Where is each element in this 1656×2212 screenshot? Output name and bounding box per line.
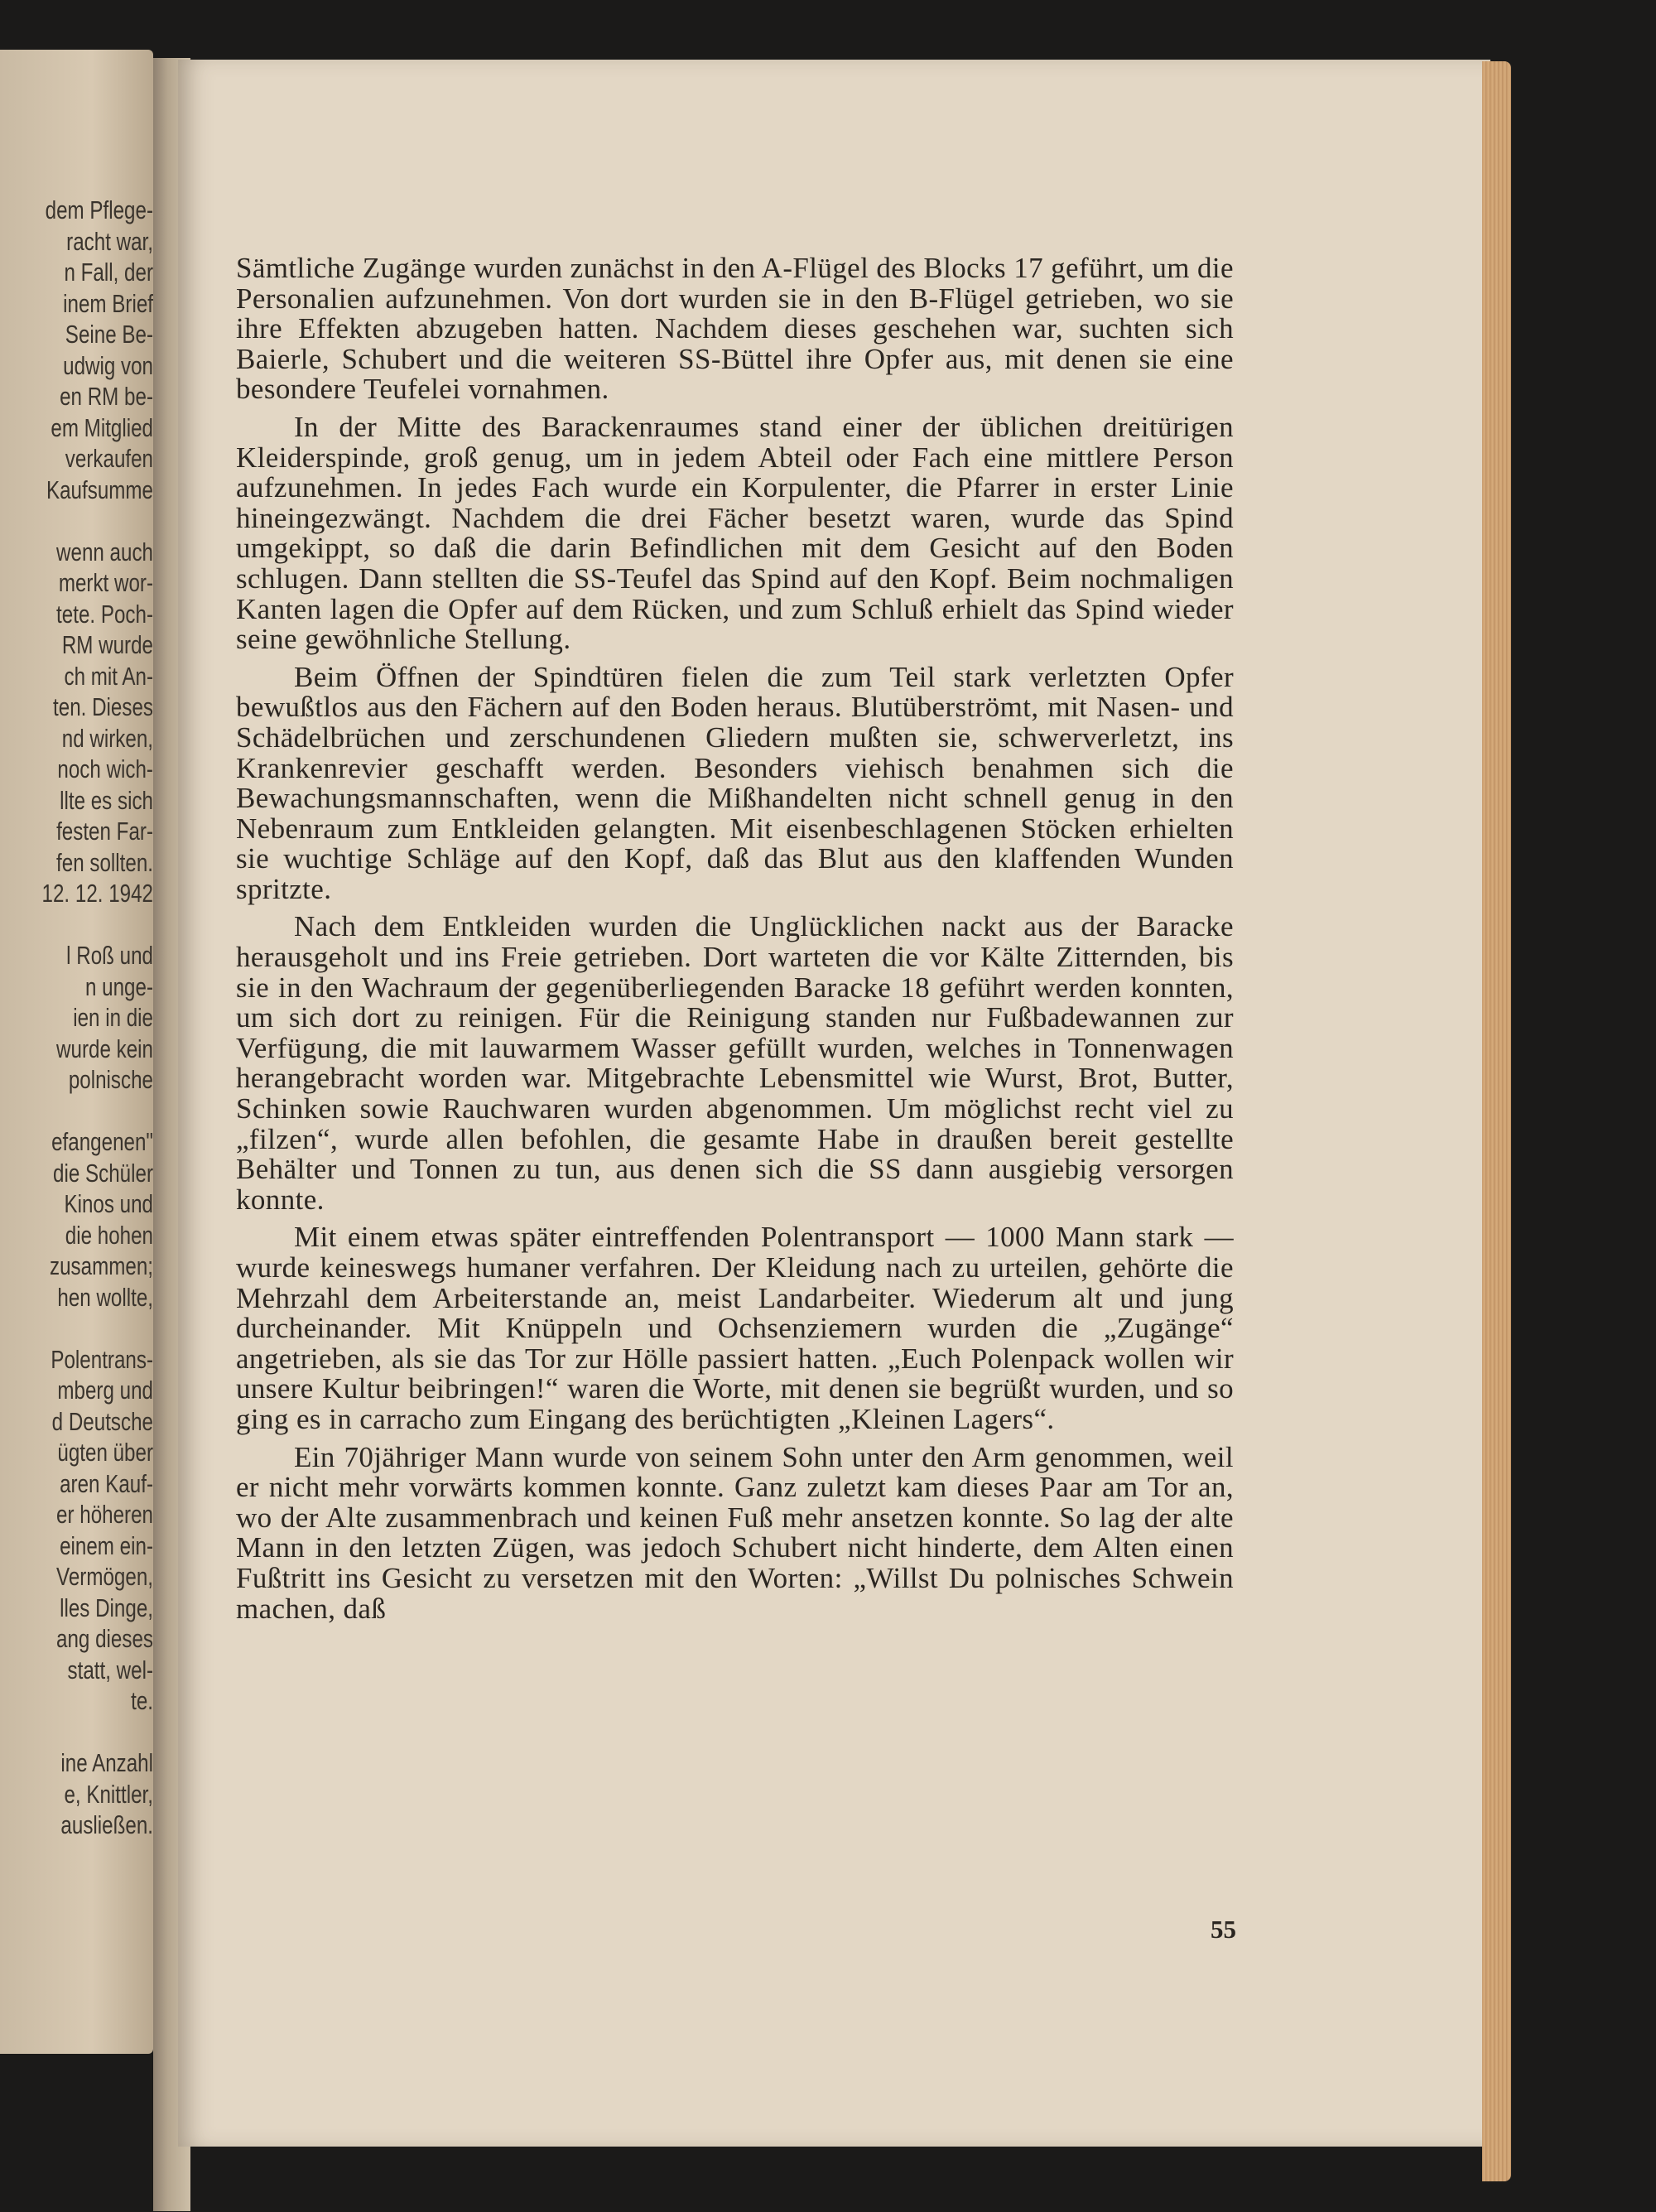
paragraph-6: Ein 70jähriger Mann wurde von seinem Sohn unter den Arm genommen, weil er nicht mehr vorwärts kommen konnte. Ganz zuletzt kam dieses Paar am Tor an, wo der Alte zusammenbrach und keinen Fuß mehr ansetzen konnte. So lag der alte Mann in den letzten Zügen, was jedoch Schubert nicht hinderte, dem Alten einen Fußtritt ins Gesicht zu versetzen mit den Worten: „Willst Du polnisches Schwein machen, daß bbox=[236, 1440, 1234, 1625]
left-page-line: inem Brief bbox=[63, 288, 153, 318]
left-page-line: ch mit An- bbox=[64, 661, 153, 691]
left-page-line: aren Kauf- bbox=[60, 1468, 153, 1498]
left-page-line: e, Knittler, bbox=[64, 1779, 153, 1809]
left-page-line: die hohen bbox=[65, 1220, 153, 1250]
left-page-line: ten. Dieses bbox=[53, 692, 153, 721]
paragraph-4: Nach dem Entkleiden wurden die Unglücklichen nackt aus der Baracke herausgeholt und ins Freie getrieben. Dort warteten die vor Kälte Zitternden, bis sie in den Wachraum der gegenüberliegenden Baracke 18 geführt werden konnten, um sich dort zu reinigen. Für die Reinigung standen nur Fußbadewannen zur Verfügung, die mit lauwarmem Wasser gefüllt wurden, welches in Tonnenwagen herangebracht worden war. Mitgebrachte Lebensmittel wie Wurst, Brot, Butter, Schinken sowie Rauchwaren wurden abgenommen. Um möglichst recht viel zu „filzen“, wurde allen befohlen, die gesamte Habe in draußen bereit gestellte Behälter und Tonnen zu tun, aus denen sich die SS dann ausgiebig versorgen konnte. bbox=[236, 910, 1234, 1216]
left-page-line: polnische bbox=[68, 1065, 153, 1094]
left-page-line: statt, wel- bbox=[67, 1655, 153, 1684]
left-page-line: festen Far- bbox=[56, 817, 153, 846]
left-page-line: ang dieses bbox=[56, 1624, 153, 1653]
paragraph-2: In der Mitte des Barackenraumes stand einer der üblichen dreitürigen Kleiderspinde, groß genug, um in jedem Abteil oder Fach eine mittlere Person aufzunehmen. In jedes Fach wurde ein Korpulenter, die Pfarrer in erster Linie hineingezwängt. Nachdem die drei Fächer besetzt waren, wurde das Spind umgekippt, so daß die darin Befindlichen mit dem Gesicht auf den Boden schlugen. Dann stellten die SS-Teufel das Spind auf den Kopf. Beim nochmaligen Kanten lagen die Opfer auf dem Rücken, und zum Schluß erhielt das Spind wieder seine gewöhnliche Stellung. bbox=[236, 410, 1234, 656]
page-number: 55 bbox=[1211, 1915, 1236, 1944]
left-page-line: zusammen; bbox=[50, 1251, 153, 1280]
left-page-line: ügten über bbox=[57, 1438, 153, 1467]
paragraph-1: Sämtliche Zugänge wurden zunächst in den A-Flügel des Blocks 17 geführt, um die Personalien aufzunehmen. Von dort wurden sie in den B-Flügel getrieben, wo sie ihre Effekten abzugeben hatten. Nachdem dieses geschehen war, suchten sich Baierle, Schubert und die weiteren SS-Büttel ihre Opfer aus, mit denen sie eine besondere Teufelei vornahmen. bbox=[236, 252, 1234, 406]
left-page-line: lles Dinge, bbox=[60, 1593, 153, 1622]
left-page-line: hen wollte, bbox=[57, 1282, 153, 1312]
left-page-line: d Deutsche bbox=[51, 1406, 153, 1436]
left-page-line: nd wirken, bbox=[61, 723, 153, 753]
left-page-line: udwig von bbox=[63, 350, 153, 380]
left-page-line: tete. Poch- bbox=[56, 599, 153, 629]
left-page-line: racht war, bbox=[66, 226, 153, 256]
left-page-line: ien in die bbox=[73, 1003, 153, 1032]
left-page-line: Kinos und bbox=[64, 1189, 153, 1218]
left-page-line: em Mitglied bbox=[51, 412, 153, 442]
left-page-line: efangenen" bbox=[51, 1127, 153, 1156]
left-page-line: er höheren bbox=[56, 1500, 153, 1529]
paragraph-5: Mit einem etwas später eintreffenden Polentransport — 1000 Mann stark — wurde keineswegs humaner verfahren. Der Kleidung nach zu urteilen, gehörte die Mehrzahl dem Arbeiterstande an, meist Landarbeiter. Wiederum alt und jung durcheinander. Mit Knüppeln und Ochsenziemern wurden die „Zugänge“ angetrieben, als sie das Tor zur Hölle passiert hatten. „Euch Polenpack wollen wir unsere Kultur beibringen!“ waren die Worte, mit denen sie begrüßt wurden, und so ging es in carracho zum Eingang des berüchtigten „Kleinen Lagers“. bbox=[236, 1221, 1234, 1435]
left-page-line: wenn auch bbox=[56, 537, 153, 566]
body-text bbox=[236, 253, 1234, 1631]
left-page-line: die Schüler bbox=[53, 1158, 153, 1188]
paragraph-3: Beim Öffnen der Spindtüren fielen die zum Teil stark verletzten Opfer bewußtlos aus den Fächern auf den Boden heraus. Blutüberströmt, mit Nasen- und Schädelbrüchen und zerschundenen Gliedern mußten sie, schwerverletzt, ins Krankenrevier geschafft werden. Besonders viehisch benahmen sich die Bewachungsmannschaften, wenn die Mißhandelten nicht schnell genug in den Nebenraum zum Entkleiden gelangten. Mit eisenbeschlagenen Stöcken erhielten sie wuchtige Schläge auf den Kopf, daß das Blut aus den klaffenden Wunden spritzte. bbox=[236, 660, 1234, 905]
left-page-line: Polentrans- bbox=[51, 1344, 153, 1374]
left-page-line: Kaufsumme bbox=[46, 475, 153, 504]
left-page-line: n unge- bbox=[84, 971, 153, 1001]
left-page-line: n Fall, der bbox=[64, 258, 153, 287]
left-page-line: verkaufen bbox=[65, 444, 153, 473]
left-page-line: ine Anzahl bbox=[60, 1748, 153, 1777]
left-page-line: te. bbox=[131, 1686, 153, 1715]
left-page-line: l Roß und bbox=[66, 941, 153, 970]
left-page-line: merkt wor- bbox=[58, 568, 153, 597]
left-page-line: fen sollten. bbox=[56, 847, 153, 877]
left-page bbox=[0, 50, 153, 2054]
left-page-line: Vermögen, bbox=[56, 1562, 153, 1591]
left-page-line: ausließen. bbox=[60, 1810, 153, 1839]
left-page-line: RM wurde bbox=[61, 630, 153, 659]
page-edge bbox=[1482, 61, 1511, 2181]
left-page-line: wurde kein bbox=[56, 1034, 153, 1063]
left-page-line: llte es sich bbox=[60, 785, 153, 815]
left-page-line: 12. 12. 1942 bbox=[41, 879, 153, 908]
left-page-line: noch wich- bbox=[57, 754, 153, 783]
left-page-line: Seine Be- bbox=[65, 320, 153, 349]
left-page-line: en RM be- bbox=[60, 382, 153, 411]
left-page-line: mberg und bbox=[57, 1376, 153, 1405]
left-page-line: dem Pflege- bbox=[45, 195, 153, 224]
left-page-line: einem ein- bbox=[60, 1530, 153, 1560]
